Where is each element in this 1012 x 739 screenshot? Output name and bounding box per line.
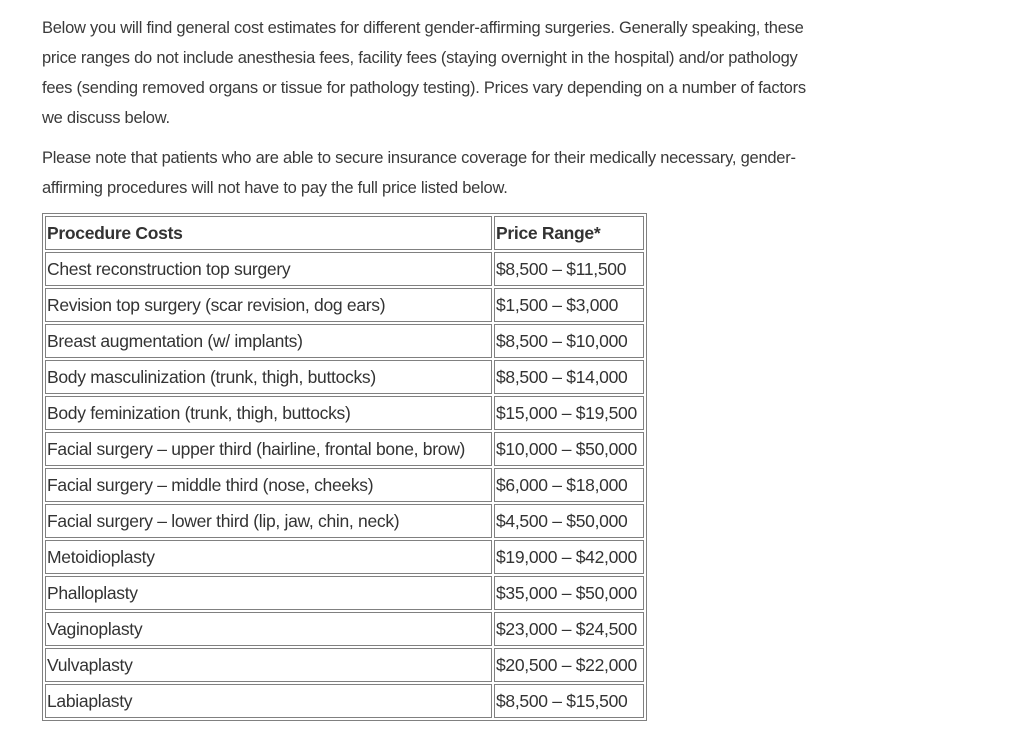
price-cell: $4,500 – $50,000 (494, 504, 644, 538)
procedure-cell: Breast augmentation (w/ implants) (45, 324, 492, 358)
table-row (45, 252, 644, 286)
price-cell: $8,500 – $11,500 (494, 252, 644, 286)
price-cell: $8,500 – $14,000 (494, 360, 644, 394)
table-row (45, 684, 644, 718)
price-cell: $8,500 – $15,500 (494, 684, 644, 718)
table-row (45, 540, 644, 574)
procedure-cell: Facial surgery – lower third (lip, jaw, chin, neck) (45, 504, 492, 538)
table-row (45, 288, 644, 322)
price-cell: $6,000 – $18,000 (494, 468, 644, 502)
intro-paragraph-1: Below you will find general cost estimates for different gender-affirming surgeries. Generally speaking, these price ranges do not include anesthesia fees, facility fees (staying overnight in the hospital) and/or pathology fees (sending removed organs or tissue for pathology testing). Prices vary depending on a number of factors we discuss below. (42, 19, 806, 127)
table-row (45, 360, 644, 394)
article-content (42, 13, 822, 721)
procedure-cell: Body feminization (trunk, thigh, buttocks) (45, 396, 492, 430)
procedure-cell: Chest reconstruction top surgery (45, 252, 492, 286)
price-cell: $20,500 – $22,000 (494, 648, 644, 682)
procedure-cell: Vaginoplasty (45, 612, 492, 646)
price-cell: $23,000 – $24,500 (494, 612, 644, 646)
procedure-cell: Facial surgery – upper third (hairline, frontal bone, brow) (45, 432, 492, 466)
table-row (45, 432, 644, 466)
procedure-cell: Metoidioplasty (45, 540, 492, 574)
table-row (45, 324, 644, 358)
procedure-cell: Phalloplasty (45, 576, 492, 610)
procedure-cost-table (42, 213, 647, 721)
price-cell: $10,000 – $50,000 (494, 432, 644, 466)
price-cell: $35,000 – $50,000 (494, 576, 644, 610)
price-cell: $1,500 – $3,000 (494, 288, 644, 322)
table-row (45, 504, 644, 538)
procedure-cell: Labiaplasty (45, 684, 492, 718)
table-row (45, 576, 644, 610)
price-cell: $8,500 – $10,000 (494, 324, 644, 358)
header-procedure-costs: Procedure Costs (45, 216, 492, 250)
table-row (45, 612, 644, 646)
procedure-cell: Facial surgery – middle third (nose, cheeks) (45, 468, 492, 502)
price-cell: $15,000 – $19,500 (494, 396, 644, 430)
procedure-cell: Revision top surgery (scar revision, dog ears) (45, 288, 492, 322)
price-cell: $19,000 – $42,000 (494, 540, 644, 574)
procedure-cell: Vulvaplasty (45, 648, 492, 682)
header-price-range: Price Range* (494, 216, 644, 250)
intro-paragraph-2: Please note that patients who are able to secure insurance coverage for their medically necessary, gender-affirming procedures will not have to pay the full price listed below. (42, 149, 796, 197)
table-header-row (45, 216, 644, 250)
table-row (45, 648, 644, 682)
table-row (45, 396, 644, 430)
procedure-cell: Body masculinization (trunk, thigh, buttocks) (45, 360, 492, 394)
table-row (45, 468, 644, 502)
